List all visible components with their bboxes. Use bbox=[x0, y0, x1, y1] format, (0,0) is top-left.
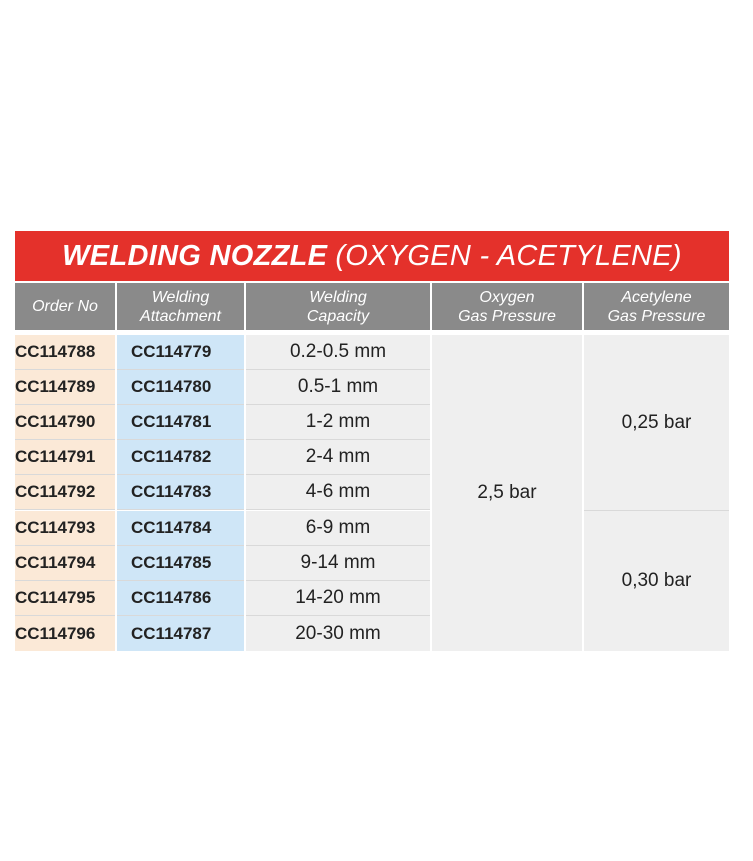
welding-attachment-cell: CC114783 bbox=[117, 475, 244, 510]
welding-capacity-cell: 9-14 mm bbox=[246, 546, 430, 581]
welding-capacity-cell: 0.2-0.5 mm bbox=[246, 335, 430, 370]
welding-capacity-cell: 20-30 mm bbox=[246, 616, 430, 651]
welding-capacity-cell: 2-4 mm bbox=[246, 440, 430, 475]
order-number-cell: CC114795 bbox=[15, 581, 115, 616]
title-main: WELDING NOZZLE bbox=[62, 239, 328, 272]
acetylene-pressure-cell-2: 0,30 bar bbox=[584, 511, 729, 651]
welding-capacity-cell: 1-2 mm bbox=[246, 405, 430, 440]
header-oxygen-pressure: Oxygen Gas Pressure bbox=[432, 283, 582, 330]
order-number-cell: CC114792 bbox=[15, 475, 115, 510]
order-number-cell: CC114790 bbox=[15, 405, 115, 440]
header-welding-capacity: Welding Capacity bbox=[246, 283, 430, 330]
welding-attachment-cell: CC114786 bbox=[117, 581, 244, 616]
welding-attachment-cell: CC114785 bbox=[117, 546, 244, 581]
welding-attachment-cell: CC114782 bbox=[117, 440, 244, 475]
welding-attachment-cell: CC114781 bbox=[117, 405, 244, 440]
table-title bbox=[15, 231, 729, 281]
order-number-cell: CC114796 bbox=[15, 616, 115, 651]
welding-capacity-cell: 14-20 mm bbox=[246, 581, 430, 616]
header-acetylene-pressure: Acetylene Gas Pressure bbox=[584, 283, 729, 330]
header-order-no: Order No bbox=[15, 283, 115, 330]
welding-attachment-cell: CC114779 bbox=[117, 335, 244, 370]
title-sub: (OXYGEN - ACETYLENE) bbox=[335, 239, 682, 272]
order-number-cell: CC114789 bbox=[15, 370, 115, 405]
welding-capacity-cell: 0.5-1 mm bbox=[246, 370, 430, 405]
order-number-cell: CC114791 bbox=[15, 440, 115, 475]
order-number-cell: CC114794 bbox=[15, 546, 115, 581]
welding-capacity-cell: 4-6 mm bbox=[246, 475, 430, 510]
welding-attachment-cell: CC114787 bbox=[117, 616, 244, 651]
acetylene-pressure-cell-1: 0,25 bar bbox=[584, 335, 729, 511]
welding-capacity-cell: 6-9 mm bbox=[246, 511, 430, 546]
order-number-cell: CC114788 bbox=[15, 335, 115, 370]
welding-attachment-cell: CC114784 bbox=[117, 511, 244, 546]
header-welding-attachment: Welding Attachment bbox=[117, 283, 244, 330]
oxygen-pressure-cell: 2,5 bar bbox=[432, 335, 582, 651]
welding-attachment-cell: CC114780 bbox=[117, 370, 244, 405]
order-number-cell: CC114793 bbox=[15, 511, 115, 546]
